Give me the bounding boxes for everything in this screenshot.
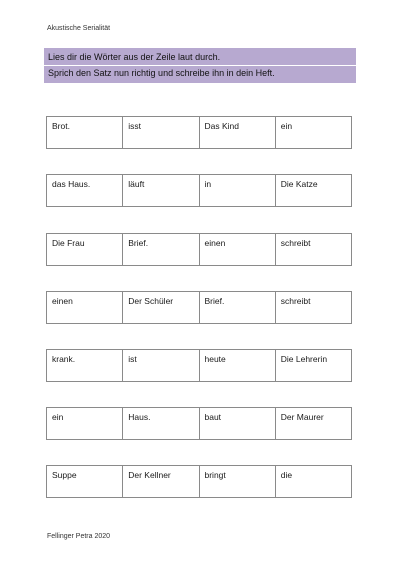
word-row	[46, 407, 352, 440]
word-cell: Brot.	[47, 117, 123, 148]
word-row	[46, 349, 352, 382]
word-cell: läuft	[123, 175, 199, 206]
word-cell: Suppe	[47, 466, 123, 497]
word-cell: heute	[200, 350, 276, 381]
word-cell: schreibt	[280, 296, 311, 306]
word-row	[46, 233, 352, 266]
word-cell: Das Kind	[200, 117, 276, 148]
instruction-line-1: Lies dir die Wörter aus der Zeile laut durch.	[48, 52, 221, 62]
word-row	[46, 291, 352, 324]
word-cell: Haus.	[123, 408, 199, 439]
word-cell: einen	[200, 234, 276, 265]
word-cell: einen	[47, 292, 123, 323]
word-cell: baut	[200, 408, 276, 439]
word-row	[46, 116, 352, 149]
footer-author: Fellinger Petra 2020	[47, 533, 111, 540]
document-header-title: Akustische Serialität	[47, 25, 111, 32]
word-row	[46, 465, 352, 498]
word-cell: Brief.	[123, 234, 199, 265]
word-cell: Brief.	[200, 292, 276, 323]
instruction-box	[44, 48, 356, 83]
word-cell: isst	[123, 117, 199, 148]
instruction-line-2: Sprich den Satz nun richtig und schreibe ihn in dein Heft.	[48, 68, 275, 78]
word-cell: ist	[123, 350, 199, 381]
word-cell: Der Schüler	[123, 292, 199, 323]
word-cell: Die Katze	[280, 179, 318, 189]
instruction-divider	[44, 65, 356, 66]
word-cell: Der Maurer	[280, 412, 324, 422]
word-cell: Der Kellner	[123, 466, 199, 497]
word-cell: bringt	[200, 466, 276, 497]
word-cell: die	[280, 470, 293, 480]
word-cell: ein	[47, 408, 123, 439]
word-cell: in	[200, 175, 276, 206]
word-cell: schreibt	[280, 238, 311, 248]
word-cell: das Haus.	[47, 175, 123, 206]
word-cell: Die Lehrerin	[280, 354, 328, 364]
word-cell: Die Frau	[47, 234, 123, 265]
word-row	[46, 174, 352, 207]
word-cell: krank.	[47, 350, 123, 381]
word-cell: ein	[280, 121, 293, 131]
